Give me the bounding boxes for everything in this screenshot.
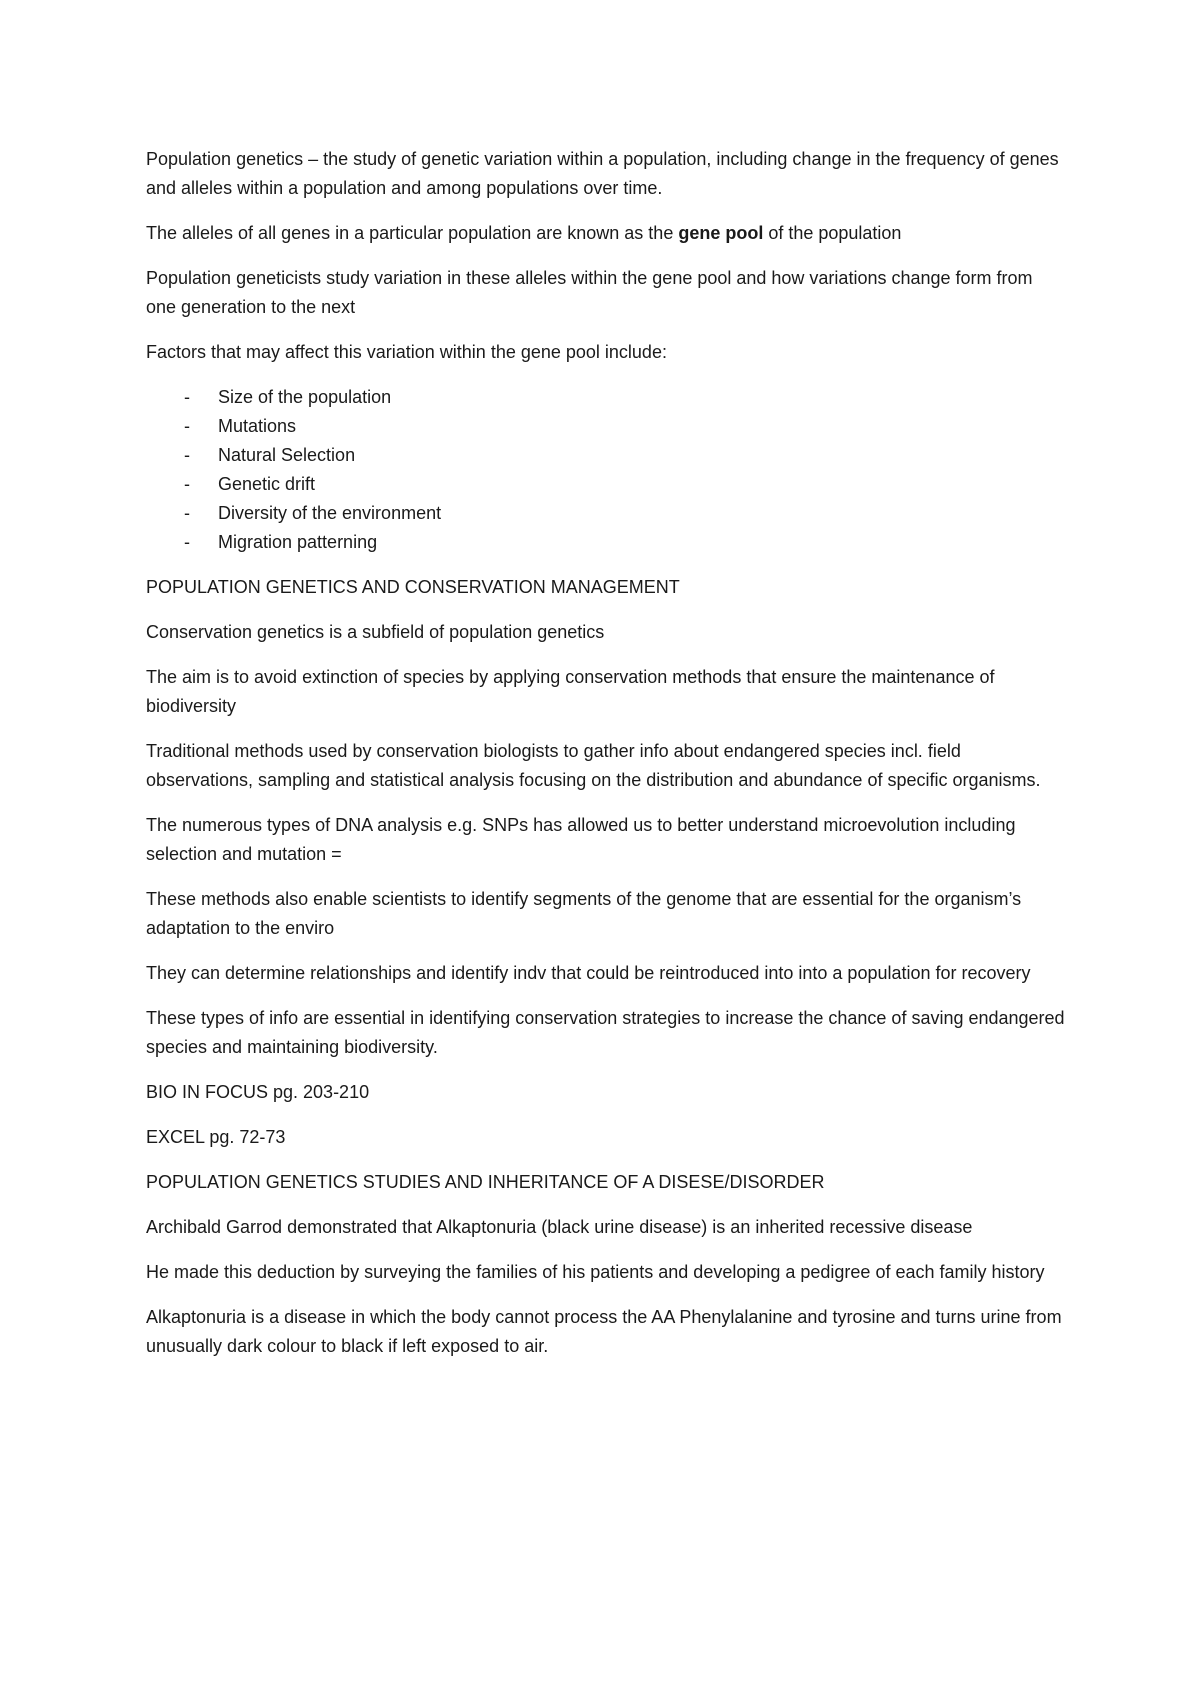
paragraph-dna-analysis: The numerous types of DNA analysis e.g. SNPs has allowed us to better understand microevolution including selection and mutation =: [146, 815, 1016, 864]
paragraph-pedigree: He made this deduction by surveying the families of his patients and developing a pedigree of each family history: [146, 1262, 1045, 1282]
paragraph-garrod: Archibald Garrod demonstrated that Alkaptonuria (black urine disease) is an inherited recessive disease: [146, 1217, 973, 1237]
paragraph-factors-intro: Factors that may affect this variation within the gene pool include:: [146, 342, 667, 362]
paragraph-gene-pool: [146, 219, 1066, 248]
list-item: - Genetic drift: [184, 470, 1066, 499]
paragraph-genome-segments: These methods also enable scientists to identify segments of the genome that are essential for the organism’s adaptation to the enviro: [146, 889, 1022, 938]
list-item: - Size of the population: [184, 383, 1066, 412]
document-body: [146, 145, 1066, 1377]
paragraph-alkaptonuria: Alkaptonuria is a disease in which the body cannot process the AA Phenylalanine and tyrosine and turns urine from unusually dark colour to black if left exposed to air.: [146, 1307, 1062, 1356]
paragraph-definition: Population genetics – the study of genetic variation within a population, including change in the frequency of genes and alleles within a population and among populations over time.: [146, 149, 1059, 198]
paragraph-geneticists: Population geneticists study variation in these alleles within the gene pool and how variations change form from one generation to the next: [146, 268, 1033, 317]
paragraph-strategies: These types of info are essential in identifying conservation strategies to increase the chance of saving endangered species and maintaining biodiversity.: [146, 1008, 1065, 1057]
paragraph-traditional-methods: Traditional methods used by conservation biologists to gather info about endangered species incl. field observations, sampling and statistical analysis focusing on the distribution and abundance of specific organisms.: [146, 741, 1041, 790]
list-item: - Mutations: [184, 412, 1066, 441]
gene-pool-text-after: of the population: [763, 223, 902, 243]
paragraph-relationships: They can determine relationships and identify indv that could be reintroduced into into a population for recovery: [146, 963, 1031, 983]
paragraph-conservation-genetics: Conservation genetics is a subfield of population genetics: [146, 622, 605, 642]
paragraph-aim: The aim is to avoid extinction of species by applying conservation methods that ensure the maintenance of biodiversity: [146, 667, 995, 716]
gene-pool-text-before: The alleles of all genes in a particular population are known as the: [146, 223, 679, 243]
list-item: - Natural Selection: [184, 441, 1066, 470]
section-heading-inheritance: POPULATION GENETICS STUDIES AND INHERITANCE OF A DISESE/DISORDER: [146, 1172, 825, 1192]
reference-bio-in-focus: BIO IN FOCUS pg. 203-210: [146, 1082, 370, 1102]
gene-pool-term: gene pool: [678, 223, 764, 243]
section-heading-conservation: POPULATION GENETICS AND CONSERVATION MANAGEMENT: [146, 577, 680, 597]
list-item: - Diversity of the environment: [184, 499, 1066, 528]
list-item: - Migration patterning: [184, 528, 1066, 557]
factors-list: [146, 383, 1066, 557]
reference-excel: EXCEL pg. 72-73: [146, 1127, 286, 1147]
